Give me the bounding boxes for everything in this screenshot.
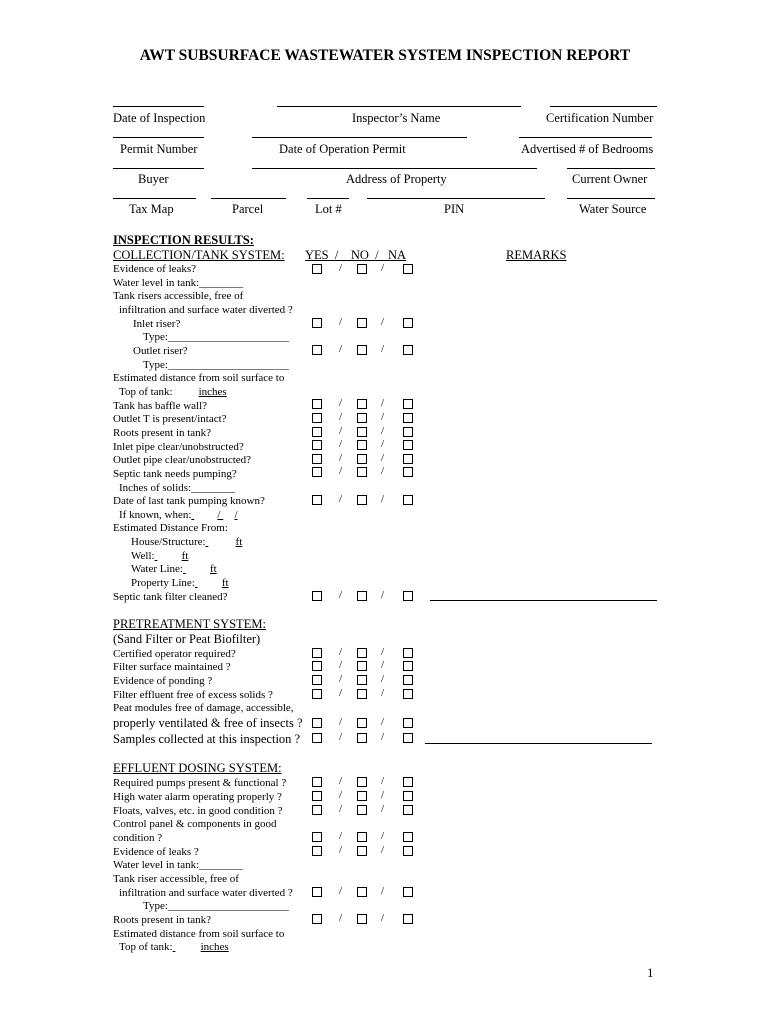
checkbox-na-row-19[interactable] bbox=[403, 791, 413, 801]
filter-cleaned-remarks-line[interactable] bbox=[430, 600, 657, 601]
item-properly-ventilated: properly ventilated & free of insects ? bbox=[113, 716, 303, 730]
checkbox-separator: / bbox=[339, 830, 343, 842]
item-outlet-pipe: Outlet pipe clear/unobstructed? bbox=[113, 454, 252, 466]
item-tank-risers: Tank risers accessible, free of bbox=[113, 290, 244, 302]
checkbox-separator: / bbox=[339, 425, 343, 437]
property-line-label: Property Line: bbox=[131, 577, 195, 589]
checkbox-no-row-16[interactable] bbox=[357, 718, 367, 728]
remarks-header: REMARKS bbox=[506, 248, 567, 262]
checkbox-na-row-24[interactable] bbox=[403, 914, 413, 924]
samples-remarks-line[interactable] bbox=[425, 743, 652, 744]
effluent-top-of-tank-blank[interactable] bbox=[173, 941, 201, 953]
page-number: 1 bbox=[647, 965, 654, 980]
item-inlet-pipe: Inlet pipe clear/unobstructed? bbox=[113, 441, 244, 453]
certification-number-label: Certification Number bbox=[546, 111, 654, 125]
item-evidence-of-leaks: Evidence of leaks? bbox=[113, 263, 197, 275]
item-filter-surface: Filter surface maintained ? bbox=[113, 661, 231, 673]
checkbox-na-row-3[interactable] bbox=[403, 345, 413, 355]
item-high-water-alarm: High water alarm operating properly ? bbox=[113, 791, 282, 803]
date-of-inspection-line[interactable] bbox=[113, 106, 204, 107]
item-infiltration: infiltration and surface water diverted ? bbox=[119, 304, 293, 316]
current-owner-label: Current Owner bbox=[572, 172, 648, 186]
parcel-line[interactable] bbox=[211, 198, 286, 199]
item-filter-effluent: Filter effluent free of excess solids ? bbox=[113, 689, 273, 701]
checkbox-separator: / bbox=[381, 262, 385, 274]
well-blank[interactable] bbox=[155, 550, 182, 562]
checkbox-separator: / bbox=[339, 646, 343, 658]
checkbox-no-row-3[interactable] bbox=[357, 345, 367, 355]
checkbox-no-row-22[interactable] bbox=[357, 846, 367, 856]
checkbox-na-row-23[interactable] bbox=[403, 887, 413, 897]
current-owner-line[interactable] bbox=[567, 168, 655, 169]
checkbox-na-row-6[interactable] bbox=[403, 427, 413, 437]
checkbox-separator: / bbox=[339, 343, 343, 355]
checkbox-no-row-1[interactable] bbox=[357, 264, 367, 274]
if-known-slash-2: / bbox=[234, 509, 238, 521]
item-effluent-water-level: Water level in tank:________ bbox=[113, 859, 244, 871]
checkbox-yes-row-24[interactable] bbox=[312, 914, 322, 924]
checkbox-na-row-9[interactable] bbox=[403, 467, 413, 477]
checkbox-no-row-13[interactable] bbox=[357, 661, 367, 671]
checkbox-yes-row-13[interactable] bbox=[312, 661, 322, 671]
checkbox-separator: / bbox=[381, 659, 385, 671]
checkbox-no-row-14[interactable] bbox=[357, 675, 367, 685]
checkbox-na-row-2[interactable] bbox=[403, 318, 413, 328]
checkbox-yes-row-9[interactable] bbox=[312, 467, 322, 477]
inspectors-name-label: Inspector’s Name bbox=[352, 111, 441, 125]
checkbox-separator: / bbox=[381, 885, 385, 897]
item-water-level: Water level in tank:________ bbox=[113, 277, 244, 289]
checkbox-yes-row-14[interactable] bbox=[312, 675, 322, 685]
checkbox-no-row-9[interactable] bbox=[357, 467, 367, 477]
checkbox-na-row-1[interactable] bbox=[403, 264, 413, 274]
item-inches-solids: Inches of solids:________ bbox=[119, 482, 236, 494]
item-est-distance-from: Estimated Distance From: bbox=[113, 522, 228, 534]
checkbox-yes-row-22[interactable] bbox=[312, 846, 322, 856]
checkbox-na-row-10[interactable] bbox=[403, 495, 413, 505]
checkbox-yes-row-7[interactable] bbox=[312, 440, 322, 450]
checkbox-separator: / bbox=[381, 343, 385, 355]
inspectors-name-line[interactable] bbox=[277, 106, 521, 107]
effluent-top-of-tank-label: Top of tank: bbox=[119, 941, 173, 953]
checkbox-separator: / bbox=[381, 844, 385, 856]
checkbox-no-row-20[interactable] bbox=[357, 805, 367, 815]
item-needs-pumping: Septic tank needs pumping? bbox=[113, 468, 237, 480]
pin-label: PIN bbox=[444, 202, 465, 216]
checkbox-separator: / bbox=[381, 397, 385, 409]
item-control-panel: Control panel & components in good bbox=[113, 818, 277, 830]
item-effluent-infiltration: infiltration and surface water diverted ? bbox=[119, 887, 293, 899]
checkbox-separator: / bbox=[381, 687, 385, 699]
checkbox-separator: / bbox=[339, 452, 343, 464]
checkbox-separator: / bbox=[381, 803, 385, 815]
permit-number-label: Permit Number bbox=[120, 142, 198, 156]
checkbox-separator: / bbox=[339, 912, 343, 924]
checkbox-na-row-5[interactable] bbox=[403, 413, 413, 423]
checkbox-separator: / bbox=[381, 316, 385, 328]
checkbox-no-row-18[interactable] bbox=[357, 777, 367, 787]
water-line-unit: ft bbox=[209, 563, 217, 575]
checkbox-yes-row-10[interactable] bbox=[312, 495, 322, 505]
item-top-of-tank bbox=[119, 386, 227, 398]
item-outlet-type: Type:______________________ bbox=[143, 359, 289, 371]
item-condition: condition ? bbox=[113, 832, 163, 844]
item-if-known bbox=[119, 509, 238, 521]
checkbox-separator: / bbox=[339, 789, 343, 801]
house-structure-label: House/Structure: bbox=[131, 536, 206, 548]
checkbox-no-row-6[interactable] bbox=[357, 427, 367, 437]
item-property-line bbox=[131, 577, 229, 589]
checkbox-yes-row-20[interactable] bbox=[312, 805, 322, 815]
item-effluent-top-of-tank bbox=[119, 941, 229, 953]
checkbox-yes-row-1[interactable] bbox=[312, 264, 322, 274]
item-well bbox=[131, 550, 188, 562]
item-required-pumps: Required pumps present & functional ? bbox=[113, 777, 287, 789]
checkbox-na-row-12[interactable] bbox=[403, 648, 413, 658]
effluent-top-of-tank-inches: inches bbox=[200, 941, 229, 953]
well-label: Well: bbox=[131, 550, 155, 562]
permit-number-line[interactable] bbox=[113, 137, 204, 138]
inspection-results-heading: INSPECTION RESULTS: bbox=[113, 233, 254, 247]
checkbox-separator: / bbox=[381, 589, 385, 601]
property-line-blank[interactable] bbox=[195, 577, 222, 589]
checkbox-separator: / bbox=[339, 716, 343, 728]
checkbox-separator: / bbox=[381, 493, 385, 505]
checkbox-separator: / bbox=[339, 465, 343, 477]
checkbox-no-row-7[interactable] bbox=[357, 440, 367, 450]
checkbox-yes-row-19[interactable] bbox=[312, 791, 322, 801]
water-line-blank[interactable] bbox=[183, 563, 210, 575]
checkbox-yes-row-8[interactable] bbox=[312, 454, 322, 464]
item-filter-cleaned: Septic tank filter cleaned? bbox=[113, 591, 228, 603]
pretreatment-heading: PRETREATMENT SYSTEM: bbox=[113, 617, 266, 631]
checkbox-na-row-17[interactable] bbox=[403, 733, 413, 743]
checkbox-separator: / bbox=[381, 425, 385, 437]
checkbox-na-row-22[interactable] bbox=[403, 846, 413, 856]
report-title: AWT SUBSURFACE WASTEWATER SYSTEM INSPECTION REPORT bbox=[139, 47, 631, 64]
if-known-slash-1: / bbox=[217, 509, 221, 521]
house-structure-unit: ft bbox=[235, 536, 243, 548]
parcel-label: Parcel bbox=[232, 202, 264, 216]
checkbox-no-row-8[interactable] bbox=[357, 454, 367, 464]
checkbox-separator: / bbox=[339, 397, 343, 409]
checkbox-yes-row-16[interactable] bbox=[312, 718, 322, 728]
well-unit: ft bbox=[181, 550, 189, 562]
checkbox-separator: / bbox=[381, 789, 385, 801]
water-source-line[interactable] bbox=[567, 198, 655, 199]
checkbox-na-row-4[interactable] bbox=[403, 399, 413, 409]
checkbox-separator: / bbox=[339, 687, 343, 699]
checkbox-separator: / bbox=[381, 830, 385, 842]
item-samples-collected: Samples collected at this inspection ? bbox=[113, 732, 301, 746]
checkbox-no-row-12[interactable] bbox=[357, 648, 367, 658]
item-inlet-riser: Inlet riser? bbox=[133, 318, 181, 330]
checkbox-separator: / bbox=[339, 411, 343, 423]
date-of-operation-permit-label: Date of Operation Permit bbox=[279, 142, 406, 156]
item-certified-operator: Certified operator required? bbox=[113, 648, 236, 660]
checkbox-na-row-15[interactable] bbox=[403, 689, 413, 699]
buyer-line[interactable] bbox=[113, 168, 204, 169]
lot-line[interactable] bbox=[307, 198, 349, 199]
checkbox-separator: / bbox=[339, 589, 343, 601]
checkbox-yes-row-12[interactable] bbox=[312, 648, 322, 658]
checkbox-no-row-17[interactable] bbox=[357, 733, 367, 743]
checkbox-na-row-16[interactable] bbox=[403, 718, 413, 728]
checkbox-no-row-19[interactable] bbox=[357, 791, 367, 801]
item-tank-riser: Tank riser accessible, free of bbox=[113, 873, 239, 885]
checkbox-separator: / bbox=[339, 262, 343, 274]
checkbox-separator: / bbox=[339, 659, 343, 671]
checkbox-yes-row-18[interactable] bbox=[312, 777, 322, 787]
address-of-property-line[interactable] bbox=[252, 168, 537, 169]
checkbox-separator: / bbox=[381, 731, 385, 743]
checkbox-na-row-7[interactable] bbox=[403, 440, 413, 450]
if-known-month-blank[interactable] bbox=[191, 509, 217, 521]
checkbox-yes-row-15[interactable] bbox=[312, 689, 322, 699]
checkbox-separator: / bbox=[381, 673, 385, 685]
checkbox-na-row-14[interactable] bbox=[403, 675, 413, 685]
checkbox-no-row-21[interactable] bbox=[357, 832, 367, 842]
date-of-inspection-label: Date of Inspection bbox=[113, 111, 206, 125]
item-water-line bbox=[131, 563, 217, 575]
item-outlet-t: Outlet T is present/intact? bbox=[113, 413, 227, 425]
pin-line[interactable] bbox=[367, 198, 545, 199]
checkbox-yes-row-3[interactable] bbox=[312, 345, 322, 355]
advertised-bedrooms-line[interactable] bbox=[519, 137, 652, 138]
date-of-operation-permit-line[interactable] bbox=[252, 137, 467, 138]
address-of-property-label: Address of Property bbox=[346, 172, 447, 186]
checkbox-yes-row-11[interactable] bbox=[312, 591, 322, 601]
item-est-distance: Estimated distance from soil surface to bbox=[113, 372, 285, 384]
checkbox-no-row-24[interactable] bbox=[357, 914, 367, 924]
checkbox-na-row-20[interactable] bbox=[403, 805, 413, 815]
item-house-structure bbox=[131, 536, 242, 548]
checkbox-separator: / bbox=[339, 885, 343, 897]
checkbox-yes-row-5[interactable] bbox=[312, 413, 322, 423]
advertised-bedrooms-label: Advertised # of Bedrooms bbox=[521, 142, 654, 156]
water-source-label: Water Source bbox=[579, 202, 647, 216]
checkbox-separator: / bbox=[339, 673, 343, 685]
checkbox-yes-row-17[interactable] bbox=[312, 733, 322, 743]
checkbox-yes-row-21[interactable] bbox=[312, 832, 322, 842]
item-effluent-est-distance: Estimated distance from soil surface to bbox=[113, 928, 285, 940]
if-known-day-blank[interactable] bbox=[220, 509, 234, 521]
checkbox-no-row-2[interactable] bbox=[357, 318, 367, 328]
checkbox-yes-row-23[interactable] bbox=[312, 887, 322, 897]
checkbox-no-row-10[interactable] bbox=[357, 495, 367, 505]
checkbox-na-row-13[interactable] bbox=[403, 661, 413, 671]
item-baffle-wall: Tank has baffle wall? bbox=[113, 400, 208, 412]
checkbox-separator: / bbox=[381, 452, 385, 464]
checkbox-na-row-8[interactable] bbox=[403, 454, 413, 464]
top-of-tank-label: Top of tank: bbox=[119, 386, 173, 398]
checkbox-no-row-5[interactable] bbox=[357, 413, 367, 423]
checkbox-separator: / bbox=[339, 731, 343, 743]
checkbox-yes-row-4[interactable] bbox=[312, 399, 322, 409]
checkbox-separator: / bbox=[381, 438, 385, 450]
item-ponding: Evidence of ponding ? bbox=[113, 675, 213, 687]
checkbox-separator: / bbox=[381, 465, 385, 477]
top-of-tank-inches: inches bbox=[198, 386, 227, 398]
property-line-unit: ft bbox=[221, 577, 229, 589]
item-peat-modules: Peat modules free of damage, accessible, bbox=[113, 702, 294, 714]
pretreatment-subheading: (Sand Filter or Peat Biofilter) bbox=[113, 632, 261, 646]
item-inlet-type: Type:______________________ bbox=[143, 331, 289, 343]
certification-number-line[interactable] bbox=[550, 106, 657, 107]
item-effluent-type: Type:______________________ bbox=[143, 900, 289, 912]
checkbox-separator: / bbox=[381, 411, 385, 423]
checkbox-separator: / bbox=[339, 316, 343, 328]
checkbox-separator: / bbox=[339, 775, 343, 787]
buyer-label: Buyer bbox=[138, 172, 169, 186]
checkbox-no-row-15[interactable] bbox=[357, 689, 367, 699]
checkbox-separator: / bbox=[381, 716, 385, 728]
checkbox-no-row-23[interactable] bbox=[357, 887, 367, 897]
checkbox-separator: / bbox=[339, 803, 343, 815]
checkbox-separator: / bbox=[381, 646, 385, 658]
tax-map-label: Tax Map bbox=[129, 202, 174, 216]
item-effluent-leaks: Evidence of leaks ? bbox=[113, 846, 199, 858]
checkbox-yes-row-6[interactable] bbox=[312, 427, 322, 437]
checkbox-yes-row-2[interactable] bbox=[312, 318, 322, 328]
checkbox-na-row-11[interactable] bbox=[403, 591, 413, 601]
effluent-heading: EFFLUENT DOSING SYSTEM: bbox=[113, 761, 282, 775]
checkbox-no-row-11[interactable] bbox=[357, 591, 367, 601]
collection-tank-heading: COLLECTION/TANK SYSTEM: bbox=[113, 248, 285, 262]
checkbox-separator: / bbox=[339, 438, 343, 450]
item-outlet-riser: Outlet riser? bbox=[133, 345, 188, 357]
tax-map-line[interactable] bbox=[113, 198, 196, 199]
checkbox-no-row-4[interactable] bbox=[357, 399, 367, 409]
item-effluent-roots: Roots present in tank? bbox=[113, 914, 212, 926]
yes-no-na-header: YES / NO / NA bbox=[305, 248, 407, 262]
house-structure-blank[interactable] bbox=[206, 536, 236, 548]
lot-label: Lot # bbox=[315, 202, 342, 216]
item-roots: Roots present in tank? bbox=[113, 427, 212, 439]
checkbox-separator: / bbox=[339, 493, 343, 505]
checkbox-separator: / bbox=[381, 775, 385, 787]
checkbox-separator: / bbox=[381, 912, 385, 924]
checkbox-na-row-18[interactable] bbox=[403, 777, 413, 787]
water-line-label: Water Line: bbox=[131, 563, 183, 575]
checkbox-separator: / bbox=[339, 844, 343, 856]
item-floats-valves: Floats, valves, etc. in good condition ? bbox=[113, 805, 283, 817]
item-last-pumping: Date of last tank pumping known? bbox=[113, 495, 265, 507]
if-known-label: If known, when: bbox=[119, 509, 192, 521]
checkbox-na-row-21[interactable] bbox=[403, 832, 413, 842]
